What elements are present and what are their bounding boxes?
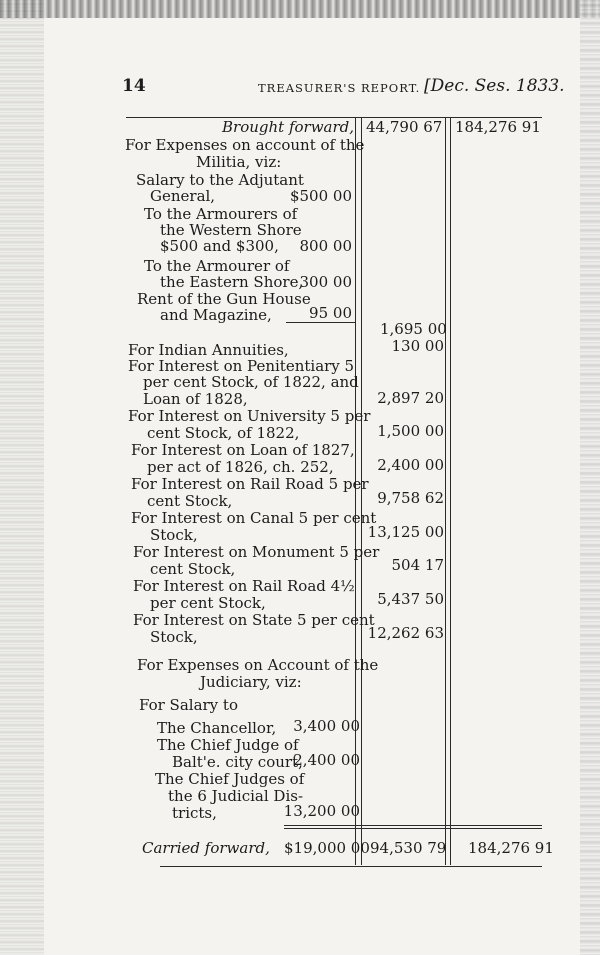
item-8-line1: For Interest on State 5 per cent xyxy=(133,611,375,629)
item-3-amount: 2,400 00 xyxy=(377,456,444,474)
item-4-line1: For Interest on Rail Road 5 per xyxy=(131,475,369,493)
item-4-line2: cent Stock, xyxy=(147,492,233,510)
running-title: TREASURER'S REPORT. xyxy=(258,81,421,95)
carried-forward-rule-2 xyxy=(284,828,542,829)
item-1-amount: 2,897 20 xyxy=(377,389,444,407)
column-rule-2 xyxy=(445,117,446,865)
item-8-line2: Stock, xyxy=(150,628,198,646)
armourers-west-amount: 800 00 xyxy=(299,237,352,255)
carried-forward-label: Carried forward, xyxy=(142,839,270,857)
armourer-east-line1: To the Armourer of xyxy=(144,257,290,275)
chancellor-label: The Chancellor, xyxy=(157,719,277,737)
gun-house-line1: Rent of the Gun House xyxy=(137,290,311,308)
item-1-line3: Loan of 1828, xyxy=(143,390,248,408)
militia-subtotal-rule xyxy=(286,322,356,323)
chief-judge-line2: Balt'e. city court, xyxy=(172,753,303,771)
item-6-amount: 504 17 xyxy=(391,556,444,574)
chief-judge-amount: 2,400 00 xyxy=(293,751,360,769)
item-1-line1: For Interest on Penitentiary 5 xyxy=(128,357,355,375)
armourers-west-line3: $500 and $300, xyxy=(160,237,279,255)
item-5-line2: Stock, xyxy=(150,526,198,544)
carried-forward-col2: 94,530 79 xyxy=(370,839,447,857)
brought-forward-col2: 44,790 67 xyxy=(366,118,443,136)
item-4-amount: 9,758 62 xyxy=(377,489,444,507)
scan-edge-right xyxy=(580,0,600,955)
gun-house-line2: and Magazine, xyxy=(160,306,272,324)
chief-judges-line1: The Chief Judges of xyxy=(155,770,305,788)
judiciary-heading: For Expenses on Account of the xyxy=(137,656,379,674)
item-3-line2: per act of 1826, ch. 252, xyxy=(147,458,334,476)
bottom-rule xyxy=(160,866,542,867)
adjutant-line1: Salary to the Adjutant xyxy=(136,171,304,189)
armourer-east-amount: 300 00 xyxy=(299,273,352,291)
item-0-amount: 130 00 xyxy=(391,337,444,355)
item-2-amount: 1,500 00 xyxy=(377,422,444,440)
chief-judges-amount: 13,200 00 xyxy=(283,802,360,820)
carried-forward-col3: 184,276 91 xyxy=(468,839,554,857)
militia-heading: For Expenses on account of the xyxy=(125,136,365,154)
item-5-line1: For Interest on Canal 5 per cent xyxy=(131,509,377,527)
item-7-line1: For Interest on Rail Road 4½ xyxy=(133,577,355,595)
adjutant-amount: $500 00 xyxy=(289,187,352,205)
scan-edge-top xyxy=(0,0,600,18)
carried-forward-rule xyxy=(284,825,542,826)
brought-forward-label: Brought forward, xyxy=(222,118,355,136)
scan-edge-left xyxy=(0,0,44,955)
chief-judge-line1: The Chief Judge of xyxy=(157,736,299,754)
gun-house-amount: 95 00 xyxy=(309,304,352,322)
chief-judges-line3: tricts, xyxy=(172,804,217,822)
militia-total: 1,695 00 xyxy=(380,320,447,338)
page-number: 14 xyxy=(122,76,146,96)
brought-forward-col3: 184,276 91 xyxy=(455,118,541,136)
session-label: [Dec. Ses. 1833. xyxy=(424,76,565,96)
armourers-west-line1: To the Armourers of xyxy=(144,205,298,223)
chancellor-amount: 3,400 00 xyxy=(293,717,360,735)
item-2-line2: cent Stock, of 1822, xyxy=(147,424,300,442)
judiciary-heading-cont: Judiciary, viz: xyxy=(200,673,302,691)
item-8-amount: 12,262 63 xyxy=(367,624,444,642)
item-6-line2: cent Stock, xyxy=(150,560,236,578)
item-6-line1: For Interest on Monument 5 per xyxy=(133,543,380,561)
adjutant-line2: General, xyxy=(150,187,216,205)
armourers-west-line2: the Western Shore xyxy=(160,221,302,239)
item-7-amount: 5,437 50 xyxy=(377,590,444,608)
chief-judges-line2: the 6 Judicial Dis- xyxy=(168,787,304,805)
item-5-amount: 13,125 00 xyxy=(367,523,444,541)
column-rule-2b xyxy=(450,117,451,865)
carried-forward-col1: $19,000 00 xyxy=(284,839,370,857)
item-0-line1: For Indian Annuities, xyxy=(128,341,289,359)
armourer-east-line2: the Eastern Shore, xyxy=(160,273,304,291)
militia-heading-cont: Militia, viz: xyxy=(196,153,282,171)
item-3-line1: For Interest on Loan of 1827, xyxy=(131,441,355,459)
item-1-line2: per cent Stock, of 1822, and xyxy=(143,373,359,391)
item-7-line2: per cent Stock, xyxy=(150,594,266,612)
item-2-line1: For Interest on University 5 per xyxy=(128,407,371,425)
salary-to-label: For Salary to xyxy=(139,696,238,714)
